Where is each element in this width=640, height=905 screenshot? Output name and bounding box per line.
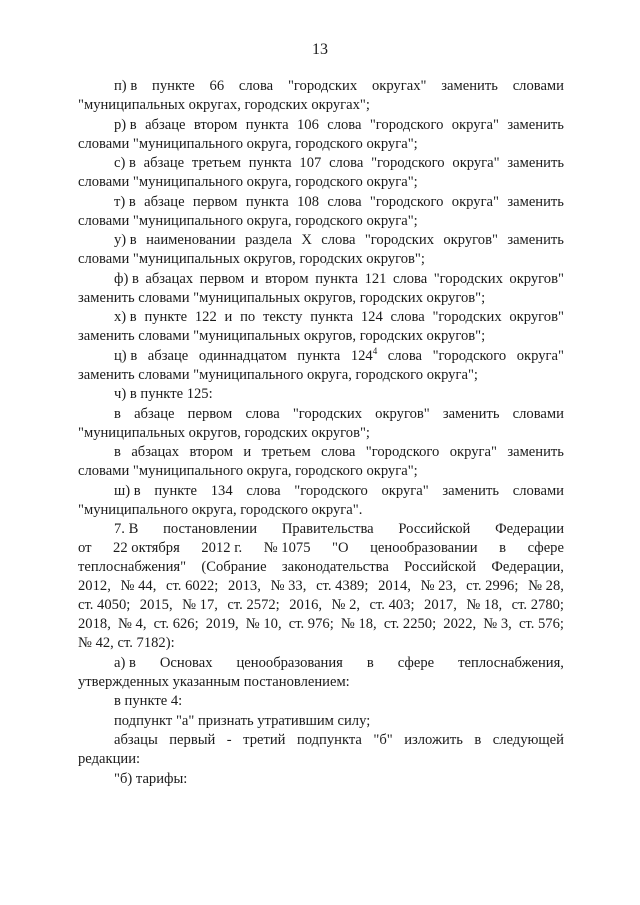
word: ст. 2996; [466,578,519,594]
word: № 23, [420,578,457,594]
word: сфере [527,540,564,556]
word: заменить словами "муниципальных округов, городских округов"; [78,289,486,306]
text-line [78,270,564,289]
word: абзаце [145,116,186,133]
word: 2017, [424,597,457,613]
word: ц) в [114,347,138,364]
text-line [78,520,564,539]
word: слова [238,78,274,94]
word: заменить [507,116,564,133]
word: ш) в [114,482,141,499]
word: п) в [114,78,138,94]
word: словами "муниципального округа, городского округа"; [78,463,418,479]
word: "городских [287,78,358,94]
word: № 33, [270,578,307,594]
word: ст. 576; [518,616,564,632]
word: заменить [507,155,564,171]
word: ст. 2250; [383,616,437,632]
word: ст. 4050; [78,597,131,613]
word: "городских [364,232,434,248]
word: "городских [292,405,362,422]
word: первый [169,732,216,748]
word: абзацах [131,444,180,460]
word: т) в [114,193,136,210]
text-line [78,116,564,135]
text-line [78,596,564,615]
word: третий [243,732,286,748]
word: "городского [371,155,445,171]
text-line [78,308,564,327]
paragraph-sh [78,482,564,520]
word: 108 [297,193,319,210]
word: ст. 6022; [166,578,219,594]
word: в пункте 4: [114,693,183,709]
word: и [243,444,252,460]
word: округа" [451,116,499,133]
word: № 42, ст. 7182): [78,635,175,651]
word: заменить [442,482,500,499]
word: 2016, [289,597,323,613]
word: тексту [262,309,303,325]
word: округа" [451,193,499,210]
word: ст. 403; [369,597,415,613]
word: пункта [245,193,289,210]
word: 2015, [139,597,173,613]
paragraph-a4 [78,770,564,789]
text-line [78,135,564,154]
paragraph-t [78,193,564,231]
word: округа" [381,482,429,499]
text-line [78,577,564,596]
word: "городского [294,482,368,499]
word: слова [387,347,423,364]
word: Федерации [495,521,564,537]
word: округов" [443,232,498,248]
word: "городских [432,309,502,325]
text-line [78,424,564,443]
word: и [224,309,233,325]
word: слова [246,482,281,499]
text-line [78,212,564,231]
word: втором [265,270,309,287]
word: по [240,309,256,325]
word: в [114,444,121,460]
word: 134 [210,482,233,499]
word: словами "муниципального округа, городского округа"; [78,135,418,152]
word: слова [327,193,362,210]
word: абзаце [134,405,175,422]
word: словами "муниципальных округов, городских округов"; [78,251,425,267]
text-line [78,385,564,404]
word: заменить словами "муниципальных округов, городских округов"; [78,328,486,344]
word: ч) в пункте 125: [114,386,213,402]
paragraph-ts [78,347,564,385]
word: "муниципальных округах, городских округах"; [78,97,370,113]
word: у) в [114,232,137,248]
page-number: 13 [312,41,328,58]
word: округах" [371,78,427,94]
text-line [78,750,564,769]
word: Основах [159,654,213,671]
word: округов" [509,270,564,287]
word: 2013, [228,578,261,594]
word: ф) в [114,270,139,287]
word: слова [321,232,356,248]
word: Федерации, [491,559,564,575]
paragraph-ch [78,385,564,404]
word: № 44, [120,578,157,594]
word: подпункта [296,732,362,748]
word: "городского [432,347,507,364]
word: слова [321,444,356,460]
text-line [78,539,564,558]
word: от [78,540,92,556]
paragraph-s [78,154,564,192]
text-line [78,327,564,346]
paragraph-a3 [78,731,564,769]
word: 2018, [78,616,111,632]
document-body [78,77,564,789]
text-line [78,634,564,653]
text-line [78,347,564,366]
paragraph-u [78,231,564,269]
word: сфере [397,654,435,671]
text-line [78,462,564,481]
word: в [114,405,121,422]
word: ст. 626; [153,616,199,632]
word: третьем [261,444,311,460]
word: р) в [114,116,137,133]
word: "городского [369,193,444,210]
word: абзаце [144,193,185,210]
word: 107 [299,155,322,171]
word: ст. 976; [288,616,334,632]
paragraph-ch1 [78,405,564,443]
word: 106 [297,116,319,133]
word: втором [193,116,238,133]
text-line [78,193,564,212]
text-line [78,405,564,424]
text-line [78,654,564,673]
word: раздела [244,232,292,248]
text-line [78,692,564,711]
word: с) в [114,155,136,171]
text-line [78,443,564,462]
word: первом [192,193,238,210]
word: 22 октября [113,540,180,556]
word: 2019, [205,616,239,632]
word: № 1075 [263,540,311,556]
word: в [499,540,507,556]
word: № 3, [483,616,512,632]
word: пункта [248,155,292,171]
word: № 4, [117,616,147,632]
word: втором [189,444,234,460]
word: "б) тарифы: [114,770,188,787]
word: абзаце [147,347,189,364]
word: № 10, [245,616,282,632]
word: (Собрание [201,559,267,575]
word: слова [329,155,364,171]
word: словами [512,405,564,422]
word: абзацы [114,732,158,748]
word: округа" [452,155,500,171]
word: № 18, [340,616,377,632]
word: пункта [245,116,289,133]
word: № 28, [528,578,564,594]
word: Правительства [281,521,374,537]
word: округов" [375,405,430,422]
word: абзаце [143,155,185,171]
word: следующей [492,732,564,748]
text-line [78,250,564,269]
word: а) в [114,654,136,671]
word: пункта [297,347,341,364]
word: заменить [441,78,498,94]
word: теплоснабжения" [78,559,187,575]
word: х) в [114,309,137,325]
word: округа" [449,444,497,460]
word: ст. 4389; [316,578,369,594]
word: X [301,232,312,248]
text-line [78,673,564,692]
word: редакции: [78,751,141,767]
word: заменить словами "муниципального округа, городского округа"; [78,366,478,383]
word: 7. В [114,521,139,537]
word: 2012 г. [201,540,243,556]
word: $124^4$ [350,345,378,364]
word: 2022, [443,616,477,632]
word: округа" [516,347,564,364]
word: одиннадцатом [198,347,287,364]
word: словами [512,78,564,94]
word: законодательства [281,559,389,575]
word: 66 [209,78,225,94]
word: пункте [154,482,198,499]
word: слова [392,270,428,287]
word: слова [245,405,280,422]
word: ст. 2780; [511,597,564,613]
word: слова [327,116,362,133]
word: в [366,654,374,671]
word: словами "муниципального округа, городского округа"; [78,174,418,190]
text-line [78,77,564,96]
paragraph-ch2 [78,443,564,481]
word: теплоснабжения, [458,654,564,671]
word: № 2, [331,597,361,613]
word: "муниципального округа, городского округа". [78,501,363,518]
word: "городских [433,270,503,287]
text-line [78,770,564,789]
word: заменить [507,444,564,460]
word: Российской [404,559,477,575]
word: заменить [507,193,564,210]
word: постановлении [163,521,258,537]
word: "городского [369,116,444,133]
word: "О [332,540,349,556]
word: первом [199,270,245,287]
word: ст. 2572; [227,597,280,613]
word: "б" [373,732,393,748]
paragraph-h [78,308,564,346]
word: словами "муниципального округа, городского округа"; [78,212,418,229]
word: изложить [404,732,463,748]
text-line [78,289,564,308]
paragraph-seven [78,520,564,653]
word: № 18, [466,597,503,613]
word: ценообразования [236,654,343,671]
word: первом [187,405,233,422]
word: "городского [365,444,440,460]
word: № 17, [182,597,218,613]
paragraph-f [78,270,564,308]
word: пункте [144,309,188,325]
word: утвержденных указанным постановлением: [78,673,350,690]
word: наименовании [146,232,236,248]
word: пункта [315,270,359,287]
word: заменить [507,232,564,248]
paragraph-a1 [78,692,564,711]
text-line [78,366,564,385]
word: 122 [194,309,217,325]
word: пункта [310,309,354,325]
text-line [78,482,564,501]
word: третьем [191,155,241,171]
word: слова [390,309,425,325]
word: - [226,732,232,748]
paragraph-a2 [78,712,564,731]
text-line [78,558,564,577]
text-line [78,173,564,192]
word: 2012, [78,578,111,594]
paragraph-a [78,654,564,692]
word: "муниципальных округов, городских округов"; [78,424,370,441]
word: словами [512,482,564,499]
word: 124 [360,309,383,325]
word: Российской [398,521,471,537]
word: ценообразовании [370,540,478,556]
text-line [78,501,564,520]
word: в [474,732,482,748]
word: округов" [509,309,564,325]
word: абзацах [145,270,194,287]
word: 2014, [378,578,411,594]
word: пункте [152,78,195,94]
text-line [78,154,564,173]
text-line [78,712,564,731]
word: подпункт "а" признать утратившим силу; [114,712,371,729]
text-line [78,731,564,750]
text-line [78,231,564,250]
text-line [78,615,564,634]
text-line [78,96,564,115]
word: 121 [364,270,387,287]
word: заменить [442,405,500,422]
word: и [250,270,259,287]
paragraph-p [78,77,564,115]
paragraph-r [78,116,564,154]
